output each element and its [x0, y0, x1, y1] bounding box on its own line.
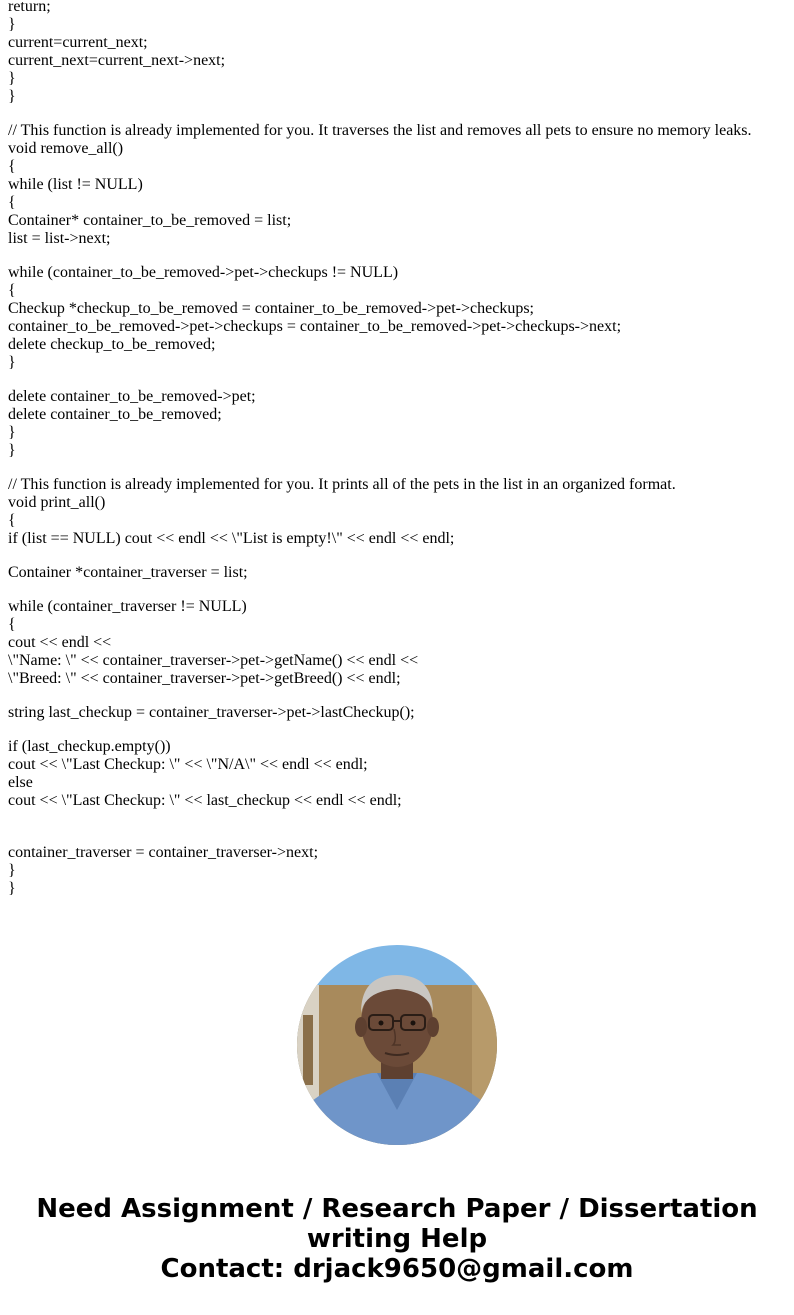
code-block-3 [8, 264, 788, 372]
code-line: while (list != NULL) [8, 176, 143, 193]
code-line: while (container_to_be_removed->pet->checkups != NULL) [8, 264, 399, 281]
code-block-10 [8, 844, 788, 898]
code-line: delete container_to_be_removed->pet; [8, 388, 256, 405]
code-line: cout << \"Last Checkup: \" << \"N/A\" << endl << endl; [8, 756, 368, 773]
code-block-2 [8, 122, 788, 248]
code-line: Container *container_traverser = list; [8, 564, 248, 581]
code-line: { [8, 158, 16, 175]
code-line: delete checkup_to_be_removed; [8, 336, 216, 353]
code-block-1 [8, 0, 788, 106]
author-avatar [297, 945, 497, 1145]
code-line: { [8, 616, 16, 633]
code-line: void print_all() [8, 494, 106, 511]
code-line: } [8, 16, 16, 33]
code-line: return; [8, 0, 51, 15]
code-line: \"Name: \" << container_traverser->pet->getName() << endl << [8, 652, 419, 669]
code-line: Checkup *checkup_to_be_removed = container_to_be_removed->pet->checkups; [8, 300, 534, 317]
code-block-5 [8, 476, 788, 548]
code-block-7 [8, 598, 788, 688]
code-line: cout << endl << [8, 634, 112, 651]
code-line: void remove_all() [8, 140, 124, 157]
code-line: \"Breed: \" << container_traverser->pet->getBreed() << endl; [8, 670, 401, 687]
code-block-6 [8, 564, 788, 582]
code-line: while (container_traverser != NULL) [8, 598, 247, 615]
code-line: delete container_to_be_removed; [8, 406, 222, 423]
code-line: } [8, 862, 16, 879]
code-line: container_to_be_removed->pet->checkups = container_to_be_removed->pet->checkups->next; [8, 318, 622, 335]
code-line: { [8, 282, 16, 299]
person-photo-icon [297, 945, 497, 1145]
code-line: current=current_next; [8, 34, 148, 51]
code-line: if (list == NULL) cout << endl << \"List is empty!\" << endl << endl; [8, 530, 455, 547]
code-line: container_traverser = container_traverser->next; [8, 844, 319, 861]
code-line: else [8, 774, 33, 791]
code-line: { [8, 512, 16, 529]
code-block-4 [8, 388, 788, 460]
code-line: } [8, 880, 16, 897]
banner-headline: Need Assignment / Research Paper / Dissertation [36, 1194, 758, 1224]
code-comment: // This function is already implemented for you. It traverses the list and removes all pets to ensure no memory leaks. [8, 122, 752, 139]
code-line: } [8, 70, 16, 87]
code-listing [8, 0, 788, 898]
code-block-8 [8, 704, 788, 722]
contact-banner [0, 1194, 794, 1284]
banner-subheadline: writing Help [306, 1224, 488, 1254]
code-line: } [8, 88, 16, 105]
code-block-9 [8, 738, 788, 810]
code-line: string last_checkup = container_traverser->pet->lastCheckup(); [8, 704, 415, 721]
code-line: cout << \"Last Checkup: \" << last_checkup << endl << endl; [8, 792, 402, 809]
code-comment: // This function is already implemented for you. It prints all of the pets in the list in an organized format. [8, 476, 676, 493]
code-line: } [8, 442, 16, 459]
contact-email: Contact: drjack9650@gmail.com [160, 1254, 634, 1284]
code-line: list = list->next; [8, 230, 111, 247]
code-line: { [8, 194, 16, 211]
code-line: } [8, 354, 16, 371]
code-line: } [8, 424, 16, 441]
code-line: current_next=current_next->next; [8, 52, 226, 69]
code-line: if (last_checkup.empty()) [8, 738, 171, 755]
code-line: Container* container_to_be_removed = list; [8, 212, 292, 229]
